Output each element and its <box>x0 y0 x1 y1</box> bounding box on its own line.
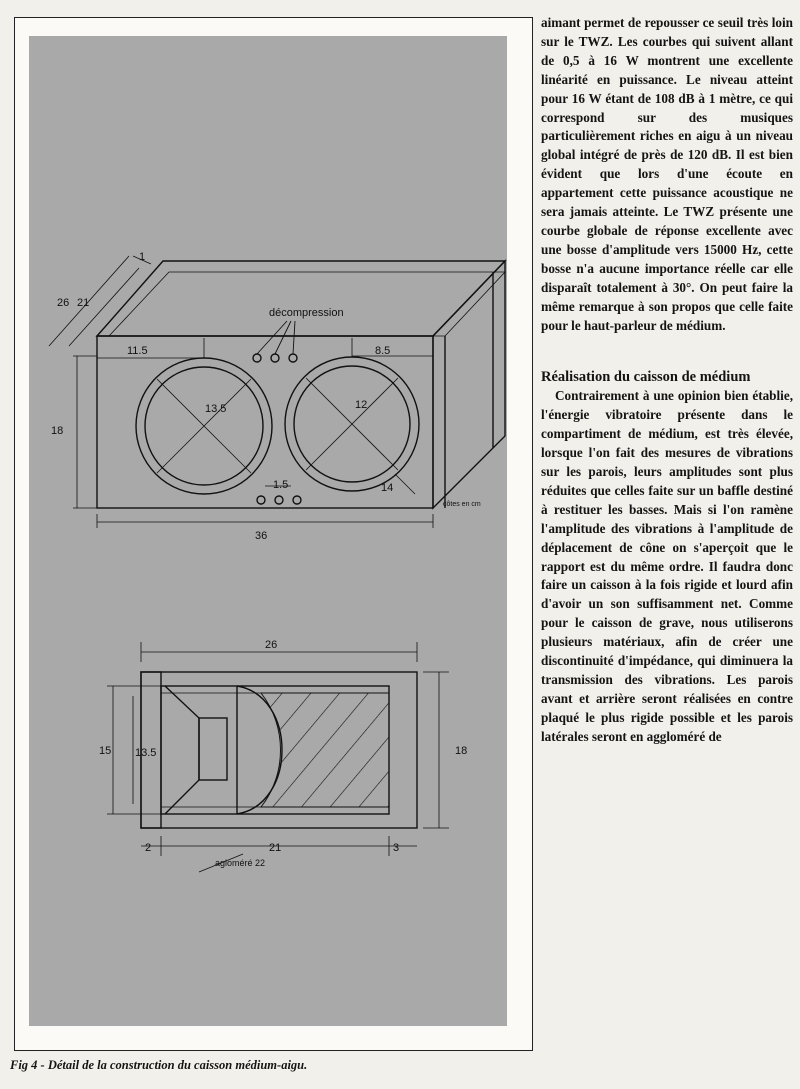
damping-hatch <box>261 693 389 807</box>
vent-hole <box>271 354 279 362</box>
dim-tweeter: 12 <box>355 399 368 411</box>
figure-caption: Fig 4 - Détail de la construction du caisson médium-aigu. <box>10 1058 308 1072</box>
dim-section-height-outer: 18 <box>455 745 468 757</box>
label-units: côtes en cm <box>443 501 481 508</box>
vent-hole <box>253 354 261 362</box>
label-decompression: décompression <box>269 307 344 319</box>
dim-width: 36 <box>255 530 268 542</box>
dim-front: 2 <box>145 842 152 854</box>
body-paragraph: Contrairement à une opinion bien établie, l'énergie vibratoire présente dans le compartiment de médium, est très élevée, lorsque l'on fait des mesures de vibrations sur les parois, leurs amplitudes sont plus réduites que celles faite sur un baffle destiné à restituer les basses. Mais si l'on ramène l'amplitude des vibrations à l'amplitude de déplacement de cône on s'aperçoit que le rapport est du même ordre. Il faudra donc faire un caisson à la fois rigide et lourd afin d'avoir un son suffisamment net. Comme pour le caisson de grave, nous utiliserons plusieurs matériaux, afin de créer une discontinuité d'impédance, qui diminuera la transmission des vibrations. Les parois avant et arrière seront réalisées en contre plaqué le plus rigide possible et les parois latérales seront en aggloméré de <box>541 388 793 744</box>
dim-right-margin: 8.5 <box>375 345 391 357</box>
dim-height: 18 <box>51 425 64 437</box>
dim-depth-inner: 21 <box>77 297 90 309</box>
dim-hole-spacing: 1.5 <box>273 479 289 491</box>
vent-hole <box>275 496 283 504</box>
vent-hole <box>293 496 301 504</box>
dim-back: 3 <box>393 842 400 854</box>
article-column <box>541 14 793 747</box>
dim-section-height-cone: 13.5 <box>135 747 157 759</box>
dim-section-width: 26 <box>265 639 278 651</box>
section-heading: Réalisation du caisson de médium <box>541 369 751 386</box>
dim-woofer: 13.5 <box>205 403 227 415</box>
dim-left-margin: 11.5 <box>127 345 148 357</box>
construction-drawing <box>29 36 507 1026</box>
vent-hole <box>257 496 265 504</box>
label-agglomere: agloméré 22 <box>215 858 266 868</box>
dim-top: 1 <box>139 251 146 263</box>
vent-hole <box>289 354 297 362</box>
woofer-cutout <box>136 338 272 494</box>
side-face <box>433 261 505 508</box>
tweeter-cutout <box>285 338 419 491</box>
driver-cone <box>165 686 199 814</box>
dim-depth-outer: 26 <box>57 297 70 309</box>
figure-frame <box>14 17 533 1051</box>
dim-inner-depth: 21 <box>269 842 282 854</box>
figure-panel <box>29 36 507 1026</box>
dim-tweeter-offset: 14 <box>381 482 394 494</box>
intro-paragraph: aimant permet de repousser ce seuil très loin sur le TWZ. Les courbes qui suivent allant de 0,5 à 16 W montrent une excellente linéarité en puissance. Le niveau atteint pour 16 W étant de 108 dB à 1 mètre, ce qui correspond sur des musiques particulièrement riches en aigu à un niveau global intégré de près de 120 dB. Il est bien évident que lors d'une écoute en appartement cette puissance acoustique ne sera jamais atteinte. Le TWZ présente une courbe globale de réponse excellente avec une bosse d'amplitude vers 15000 Hz, cette bosse n'a aucune importance réelle car elle disparaît totalement à 30°. On peut faire la même remarque à son propos que celle faite pour le haut-parleur de médium. <box>541 15 793 333</box>
dim-section-height-inner: 15 <box>99 745 112 757</box>
